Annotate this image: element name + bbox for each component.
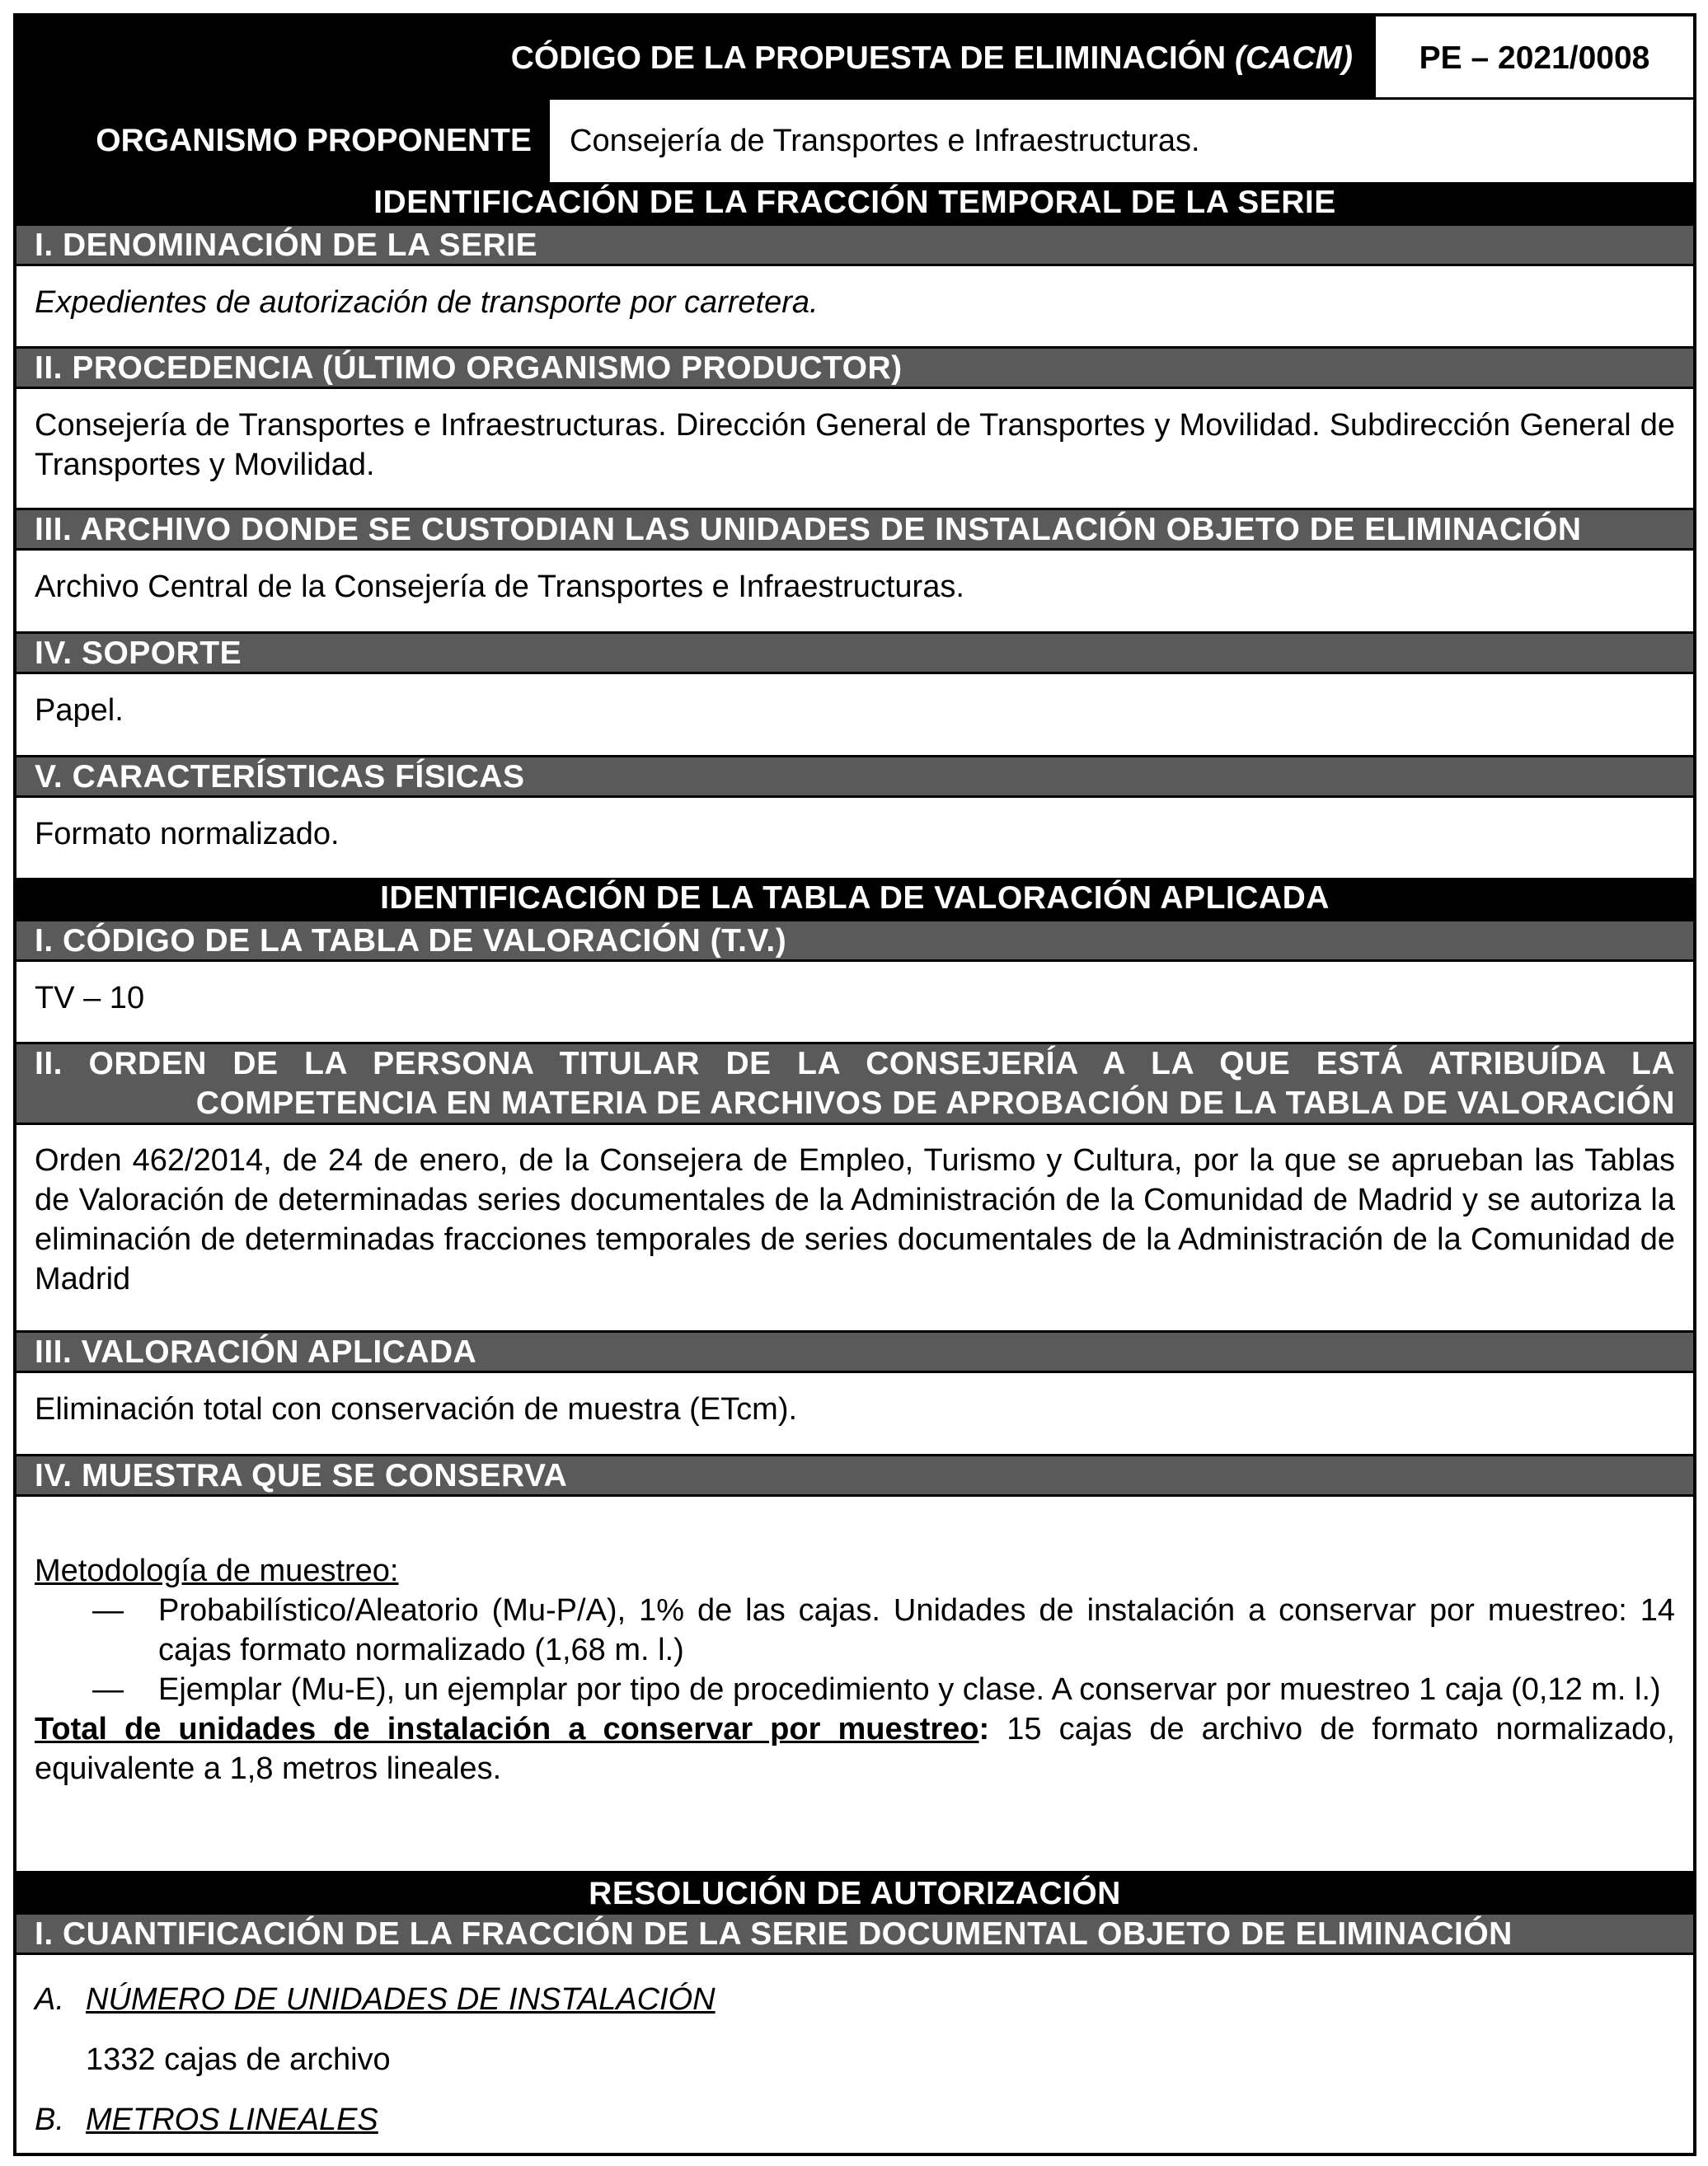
heading-orden-line2: COMPETENCIA EN MATERIA DE ARCHIVOS DE APROBACIÓN DE LA TABLA DE VALORACIÓN — [195, 1085, 1675, 1121]
proposal-code-label: CÓDIGO DE LA PROPUESTA DE ELIMINACIÓN (CACM) — [16, 16, 1376, 100]
value-codigo-tv: TV – 10 — [35, 981, 145, 1015]
total-muestreo: Total de unidades de instalación a conservar por muestreo: 15 cajas de archivo de formato normalizado, equivalente a 1,8 metros lineales. — [35, 1712, 1675, 1786]
value-procedencia: Consejería de Transportes e Infraestructuras. Dirección General de Transportes y Movilidad. Subdirección General de Transportes y Movilidad. — [35, 408, 1675, 482]
section-title-tabla: IDENTIFICACIÓN DE LA TABLA DE VALORACIÓN APLICADA — [16, 878, 1693, 919]
section-title-resolucion: RESOLUCIÓN DE AUTORIZACIÓN — [16, 1871, 1693, 1912]
list-item: — Ejemplar (Mu-E), un ejemplar por tipo de procedimiento y clase. A conservar por muestreo 1 caja (0,12 m. l.) — [35, 1670, 1675, 1709]
heading-cuantificacion: I. CUANTIFICACIÓN DE LA FRACCIÓN DE LA SERIE DOCUMENTAL OBJETO DE ELIMINACIÓN — [16, 1912, 1693, 1955]
heading-soporte: IV. SOPORTE — [16, 631, 1693, 674]
heading-procedencia: II. PROCEDENCIA (ÚLTIMO ORGANISMO PRODUCTOR) — [16, 346, 1693, 389]
value-archivo: Archivo Central de la Consejería de Transportes e Infraestructuras. — [35, 570, 964, 604]
item-a — [16, 1980, 1693, 2019]
organismo-value: Consejería de Transportes e Infraestructuras. — [550, 100, 1693, 182]
dash-bullet: — — [92, 1593, 124, 1628]
list-item: — Probabilístico/Aleatorio (Mu-P/A), 1% de las cajas. Unidades de instalación a conservar por muestreo: 14 cajas formato normalizado (1,68 m. l.) — [35, 1591, 1675, 1670]
organismo-label: ORGANISMO PROPONENTE — [16, 100, 550, 182]
dash-bullet: — — [92, 1672, 124, 1707]
item-b-label: METROS LINEALES — [86, 2103, 378, 2137]
heading-caracteristicas: V. CARACTERÍSTICAS FÍSICAS — [16, 755, 1693, 798]
elimination-proposal-form — [13, 13, 1696, 2156]
value-caracteristicas: Formato normalizado. — [35, 817, 340, 851]
item-b-letter: B. — [35, 2103, 64, 2137]
heading-archivo: III. ARCHIVO DONDE SE CUSTODIAN LAS UNIDADES DE INSTALACIÓN OBJETO DE ELIMINACIÓN — [16, 508, 1693, 551]
value-denominacion: Expedientes de autorización de transporte por carretera. — [35, 285, 819, 320]
proposal-code-value: PE – 2021/0008 — [1376, 16, 1693, 100]
item-a-letter: A. — [35, 1982, 64, 2017]
item-a-value: 1332 cajas de archivo — [86, 2042, 391, 2077]
metodologia-label: Metodología de muestreo: — [35, 1554, 399, 1588]
value-valoracion: Eliminación total con conservación de muestra (ETcm). — [35, 1392, 798, 1427]
value-orden: Orden 462/2014, de 24 de enero, de la Consejera de Empleo, Turismo y Cultura, por la que se aprueban las Tablas de Valoración de determinadas series documentales de la Administración de la Comunidad de Madrid y se autoriza la eliminación de determinadas fracciones temporales de series documentales de la Administración de la Comunidad de Madrid — [35, 1143, 1675, 1296]
heading-orden — [16, 1042, 1693, 1125]
heading-muestra: IV. MUESTRA QUE SE CONSERVA — [16, 1454, 1693, 1497]
section-title-fraccion: IDENTIFICACIÓN DE LA FRACCIÓN TEMPORAL DE LA SERIE — [16, 182, 1693, 223]
value-soporte: Papel. — [35, 693, 124, 728]
heading-codigo-tv: I. CÓDIGO DE LA TABLA DE VALORACIÓN (T.V.) — [16, 919, 1693, 962]
heading-valoracion: III. VALORACIÓN APLICADA — [16, 1330, 1693, 1373]
item-a-label: NÚMERO DE UNIDADES DE INSTALACIÓN — [86, 1982, 716, 2017]
muestreo-list — [35, 1591, 1675, 1709]
heading-orden-line1: II. ORDEN DE LA PERSONA TITULAR DE LA CONSEJERÍA A LA QUE ESTÁ ATRIBUÍDA LA — [35, 1046, 1675, 1081]
heading-denominacion: I. DENOMINACIÓN DE LA SERIE — [16, 223, 1693, 266]
item-b — [16, 2100, 1693, 2140]
muestra-block — [16, 1551, 1693, 1789]
